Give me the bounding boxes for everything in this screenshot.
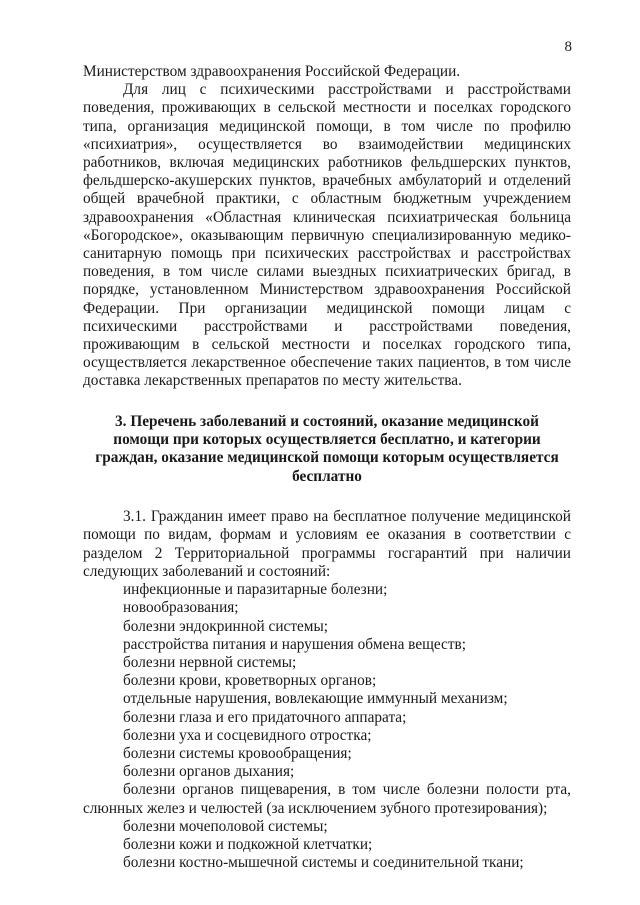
list-item: болезни органов пищеварения, в том числе болезни полости рта, слюнных желез и челюстей (за исключением зубного протезирования);	[83, 781, 571, 817]
section-heading: 3. Перечень заболеваний и состояний, оказание медицинской помощи при которых осуществляется бесплатно, и категории граждан, оказание медицинской помощи которым осуществляется бесплатно	[95, 412, 559, 485]
list-item: болезни эндокринной системы;	[123, 617, 329, 635]
list-item: отдельные нарушения, вовлекающие иммунный механизм;	[123, 690, 508, 708]
list-item: болезни костно-мышечной системы и соединительной ткани;	[123, 854, 524, 872]
list-item: инфекционные и паразитарные болезни;	[123, 581, 388, 599]
list-item: болезни системы кровообращения;	[123, 744, 352, 762]
paragraph-section-3-1: 3.1. Гражданин имеет право на бесплатное получение медицинской помощи по видам, формам и условиям ее оказания в соответствии с разделом 2 Территориальной программы госгарантий при наличии следующих заболеваний и состояний:	[83, 508, 571, 580]
list-item: болезни глаза и его придаточного аппарата;	[123, 708, 407, 726]
list-item: болезни уха и сосцевидного отростка;	[123, 726, 372, 744]
list-item: болезни крови, кроветворных органов;	[123, 672, 377, 690]
page-number: 8	[564, 39, 572, 55]
list-item: болезни мочеполовой системы;	[123, 817, 328, 835]
list-item: расстройства питания и нарушения обмена веществ;	[123, 635, 466, 653]
list-item: болезни нервной системы;	[123, 653, 297, 671]
list-item: новообразования;	[123, 599, 239, 617]
document-body	[83, 63, 571, 872]
paragraph-psychiatric-care: Для лиц с психическими расстройствами и расстройствами поведения, проживающих в сельской местности и поселках городского типа, организация медицинской помощи, в том числе по профилю «психиатрия», осуществляется во взаимодействии медицинских работников, включая медицинских работников фельдшерских пунктов, фельдшерско-акушерских пунктов, врачебных амбулаторий и отделений общей врачебной практики, с областным бюджетным учреждением здравоохранения «Областная клиническая психиатрическая больница «Богородское», оказывающим первичную специализированную медико-санитарную помощь при психических расстройствах и расстройствах поведения, в том числе силами выездных психиатрических бригад, в порядке, установленном Министерством здравоохранения Российской Федерации. При организации медицинской помощи лицам с психическими расстройствами и расстройствами поведения, проживающим в сельской местности и поселках городского типа, осуществляется лекарственное обеспечение таких пациентов, в том числе доставка лекарственных препаратов по месту жительства.	[83, 81, 571, 390]
disease-list	[83, 581, 571, 872]
list-item: болезни органов дыхания;	[123, 763, 295, 781]
paragraph-continuation: Министерством здравоохранения Российской Федерации.	[83, 63, 461, 80]
list-item: болезни кожи и подкожной клетчатки;	[123, 835, 373, 853]
